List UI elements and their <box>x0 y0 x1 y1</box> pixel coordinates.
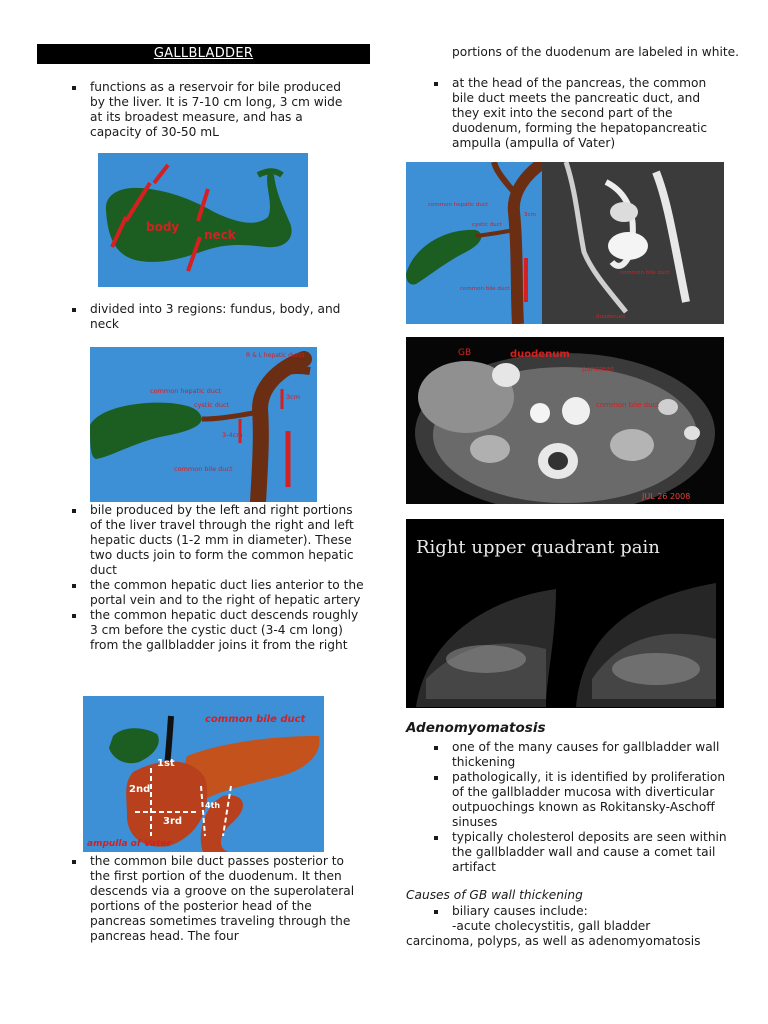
figure-label: 4th <box>205 801 221 810</box>
figure-label: common bile duct <box>174 465 233 473</box>
figure-label: common bile duct <box>620 270 670 276</box>
figure-label: 2nd <box>129 784 151 795</box>
list-item: biliary causes include: <box>430 904 730 919</box>
bullet-list-regions <box>68 302 358 332</box>
bullet-list-bile-duct <box>68 854 364 944</box>
hepatic-duct-figure <box>90 347 317 502</box>
gallbladder-regions-figure <box>98 153 308 287</box>
subheading-causes: Causes of GB wall thickening <box>406 888 583 902</box>
bullet-list-ducts <box>68 503 364 653</box>
list-item: pathologically, it is identified by proliferation of the gallbladder mucosa with diverticular outpuochings known as Rokitansky-Aschoff sinuses <box>430 770 730 830</box>
cholangiogram-figure <box>406 162 724 324</box>
figure-label: body <box>146 220 180 234</box>
bullet-list-function <box>68 80 358 140</box>
list-item: at the head of the pancreas, the common bile duct meets the pancreatic duct, and they exit into the second part of the duodenum, forming the hepatopancreatic ampulla (ampulla of Vater) <box>430 76 730 151</box>
figure-label: cystic duct <box>472 222 502 228</box>
list-item: one of the many causes for gallbladder wall thickening <box>430 740 730 770</box>
figure-label: R & L hepatic ducts <box>246 352 305 359</box>
figure-label: common bile duct <box>596 401 660 409</box>
list-item: bile produced by the left and right portions of the liver travel through the right and left hepatic ducts (1-2 mm in diameter). These two ducts join to form the common hepatic duct <box>68 503 364 578</box>
figure-label: 3rd <box>163 816 183 827</box>
causes-indented-text: -acute cholecystitis, gall bladder <box>452 919 651 933</box>
ultrasound-caption: Right upper quadrant pain <box>416 537 660 558</box>
section-heading-adenomyomatosis: Adenomyomatosis <box>406 720 546 736</box>
figure-label: duodenum <box>596 314 626 320</box>
figure-label: cystic duct <box>194 401 230 409</box>
list-item: the common hepatic duct descends roughly 3 cm before the cystic duct (3-4 cm long) from the gallbladder joins it from the right <box>68 608 364 653</box>
figure-label: 3-4cm <box>222 431 243 439</box>
figure-label: common bile duct <box>205 714 306 725</box>
figure-label: 3cm <box>524 212 536 218</box>
document-title: GALLBLADDER <box>37 44 370 64</box>
bullet-list-ampulla <box>430 76 730 151</box>
list-item: the common bile duct passes posterior to the first portion of the duodenum. It then descends via a groove on the superolateral portions of the posterior head of the pancreas sometimes traveling through the pancreas head. The four <box>68 854 364 944</box>
bullet-list-adenomyomatosis <box>430 740 730 875</box>
list-item: the common hepatic duct lies anterior to the portal vein and to the right of hepatic artery <box>68 578 364 608</box>
ultrasound-figure <box>406 519 724 708</box>
list-item: functions as a reservoir for bile produced by the liver. It is 7-10 cm long, 3 cm wide at its broadest measure, and has a capacity of 30-50 mL <box>68 80 358 140</box>
date-stamp: JUL 26 2008 <box>642 492 691 501</box>
figure-label: ampulla of Vater <box>87 839 172 849</box>
list-item: typically cholesterol deposits are seen within the gallbladder wall and cause a comet tail artifact <box>430 830 730 875</box>
continued-text: portions of the duodenum are labeled in white. <box>452 45 739 59</box>
figure-label: pancreas <box>582 365 614 373</box>
figure-label: common hepatic duct <box>150 387 221 395</box>
bullet-list-causes <box>430 904 730 919</box>
figure-label: duodenum <box>510 349 570 360</box>
figure-label: GB <box>458 348 472 358</box>
causes-tail-text: carcinoma, polyps, as well as adenomyomatosis <box>406 934 701 948</box>
duodenum-pancreas-figure <box>83 696 324 852</box>
figure-label: common hepatic duct <box>428 202 489 208</box>
figure-label: 3cm <box>286 393 301 401</box>
figure-label: neck <box>204 228 236 242</box>
list-item: divided into 3 regions: fundus, body, and neck <box>68 302 358 332</box>
figure-label: 1st <box>157 758 175 769</box>
figure-label: common bile duct <box>460 286 510 292</box>
ct-scan-figure <box>406 337 724 504</box>
